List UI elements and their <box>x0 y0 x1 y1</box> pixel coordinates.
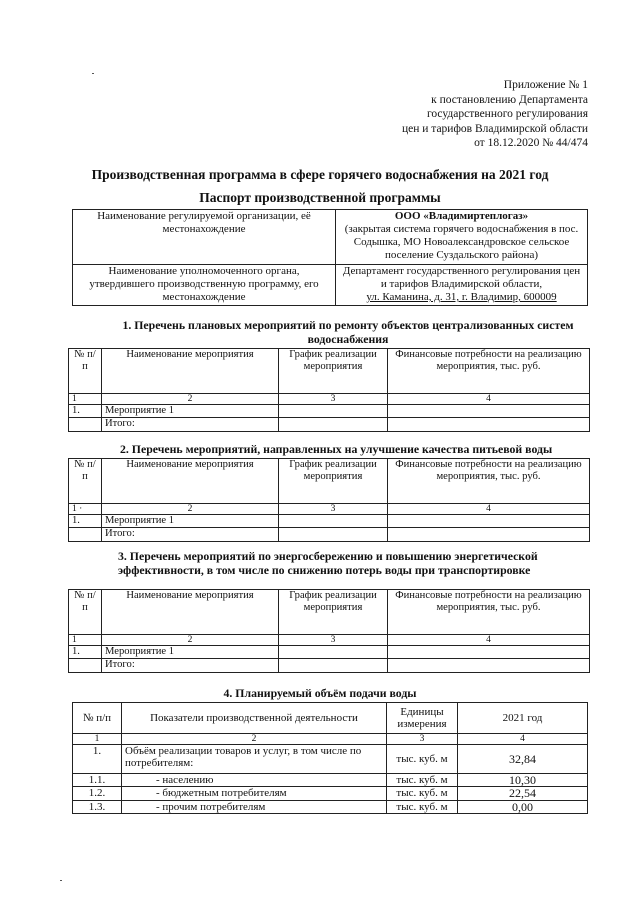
appendix-line: к постановлению Департамента <box>431 93 588 106</box>
row-schedule <box>279 659 388 672</box>
row-name: Мероприятие 1 <box>102 646 279 659</box>
col-number: 2 <box>102 394 279 405</box>
row-finance <box>388 418 590 431</box>
row-indicator: - прочим потребителям <box>122 800 387 813</box>
col-number: 3 <box>279 394 388 405</box>
row-value: 22,54 <box>458 787 588 800</box>
section2-table <box>68 458 590 542</box>
col-number: 2 <box>102 635 279 646</box>
table-row <box>69 515 590 528</box>
table-row <box>69 418 590 431</box>
row-no: 1. <box>69 405 102 418</box>
table-row <box>73 734 588 745</box>
passport-authority-cell <box>336 265 588 306</box>
col-number: 4 <box>458 734 588 745</box>
table-row <box>69 635 590 646</box>
section1-title: 1. Перечень плановых мероприятий по ремонту объектов централизованных систем водоснабжения <box>122 318 574 346</box>
table-row <box>69 659 590 672</box>
col-number: 1 <box>69 394 102 405</box>
row-no: 1.2. <box>73 787 122 800</box>
header-finance: Финансовые потребности на реализацию мероприятия, тыс. руб. <box>388 459 590 504</box>
row-schedule <box>279 405 388 418</box>
row-indicator: - населению <box>122 774 387 787</box>
row-unit: тыс. куб. м <box>387 787 458 800</box>
authority-name: Департамент государственного регулирования цен и тарифов Владимирской области, <box>342 265 581 290</box>
row-schedule <box>279 418 388 431</box>
col-number: 3 <box>279 635 388 646</box>
section3-table <box>68 589 590 673</box>
section1-table <box>68 348 590 432</box>
section4-table <box>72 702 588 814</box>
col-number: 2 <box>122 734 387 745</box>
row-no: 1.3. <box>73 800 122 813</box>
org-name: ООО «Владимиртеплогаз» <box>394 210 529 222</box>
header-name: Наименование мероприятия <box>102 459 279 504</box>
header-unit: Единицы измерения <box>387 703 458 734</box>
row-no: 1. <box>73 745 122 774</box>
row-finance <box>388 405 590 418</box>
table-row <box>69 405 590 418</box>
header-no: № п/п <box>69 349 102 394</box>
table-row <box>73 265 588 306</box>
header-schedule: График реализации мероприятия <box>279 590 388 635</box>
header-no: № п/п <box>69 590 102 635</box>
header-year: 2021 год <box>458 703 588 734</box>
appendix-block <box>402 78 588 151</box>
col-number: 4 <box>388 635 590 646</box>
section2-title: 2. Перечень мероприятий, направленных на улучшение качества питьевой воды <box>120 442 553 456</box>
appendix-line: цен и тарифов Владимирской области <box>401 122 588 135</box>
col-number: 1 · <box>69 504 102 515</box>
header-name: Наименование мероприятия <box>102 349 279 394</box>
passport-title: Паспорт производственной программы <box>199 190 441 205</box>
row-total: Итого: <box>102 528 279 541</box>
row-indicator: Объём реализации товаров и услуг, в том числе по потребителям: <box>122 745 387 774</box>
table-row <box>73 745 588 774</box>
table-row <box>69 459 590 504</box>
row-value: 32,84 <box>458 745 588 774</box>
org-details: (закрытая система горячего водоснабжения в пос. Содышка, МО Новоалександровское сельское поселение Суздальского района) <box>344 223 579 261</box>
row-total: Итого: <box>102 659 279 672</box>
table-row <box>69 528 590 541</box>
table-row <box>73 210 588 265</box>
row-total: Итого: <box>102 418 279 431</box>
col-number: 1 <box>73 734 122 745</box>
scan-speck <box>60 880 62 881</box>
header-no: № п/п <box>69 459 102 504</box>
document-title: Производственная программа в сфере горячего водоснабжения на 2021 год <box>91 167 549 182</box>
row-no: 1. <box>69 646 102 659</box>
row-no <box>69 418 102 431</box>
table-row <box>73 774 588 787</box>
header-name: Наименование мероприятия <box>102 590 279 635</box>
passport-table <box>72 209 588 306</box>
passport-authority-label: Наименование уполномоченного органа, утвердившего производственную программу, его местонахождение <box>73 265 336 306</box>
passport-org-label: Наименование регулируемой организации, её местонахождение <box>73 210 336 265</box>
row-schedule <box>279 646 388 659</box>
section4-title: 4. Планируемый объём подачи воды <box>223 686 417 700</box>
row-name: Мероприятие 1 <box>102 515 279 528</box>
row-finance <box>388 646 590 659</box>
row-no <box>69 528 102 541</box>
col-number: 1 <box>69 635 102 646</box>
row-finance <box>388 659 590 672</box>
table-row <box>69 590 590 635</box>
header-no: № п/п <box>73 703 122 734</box>
table-row <box>69 349 590 394</box>
row-schedule <box>279 515 388 528</box>
section3-title: 3. Перечень мероприятий по энергосбережению и повышению энергетической эффективности, в том числе по снижению потерь воды при транспортировке <box>118 549 538 577</box>
table-row <box>73 787 588 800</box>
header-finance: Финансовые потребности на реализацию мероприятия, тыс. руб. <box>388 590 590 635</box>
row-no: 1. <box>69 515 102 528</box>
col-number: 3 <box>387 734 458 745</box>
col-number: 2 <box>102 504 279 515</box>
row-finance <box>388 515 590 528</box>
row-schedule <box>279 528 388 541</box>
row-unit: тыс. куб. м <box>387 774 458 787</box>
row-unit: тыс. куб. м <box>387 745 458 774</box>
header-indicator: Показатели производственной деятельности <box>122 703 387 734</box>
table-row <box>69 646 590 659</box>
row-name: Мероприятие 1 <box>102 405 279 418</box>
scan-speck <box>92 73 94 74</box>
row-indicator: - бюджетным потребителям <box>122 787 387 800</box>
row-value: 10,30 <box>458 774 588 787</box>
header-schedule: График реализации мероприятия <box>279 459 388 504</box>
col-number: 3 <box>279 504 388 515</box>
appendix-line: от 18.12.2020 № 44/474 <box>474 137 588 150</box>
header-schedule: График реализации мероприятия <box>279 349 388 394</box>
row-no <box>69 659 102 672</box>
table-row <box>69 394 590 405</box>
row-unit: тыс. куб. м <box>387 800 458 813</box>
table-row <box>73 800 588 813</box>
passport-org-cell <box>336 210 588 265</box>
table-row <box>69 504 590 515</box>
row-value: 0,00 <box>458 800 588 813</box>
appendix-line: Приложение № 1 <box>503 79 588 91</box>
header-finance: Финансовые потребности на реализацию мероприятия, тыс. руб. <box>388 349 590 394</box>
col-number: 4 <box>388 504 590 515</box>
col-number: 4 <box>388 394 590 405</box>
row-no: 1.1. <box>73 774 122 787</box>
table-row <box>73 703 588 734</box>
authority-address: ул. Каманина, д. 31, г. Владимир, 600009 <box>366 291 557 303</box>
row-finance <box>388 528 590 541</box>
appendix-line: государственного регулирования <box>426 108 588 121</box>
